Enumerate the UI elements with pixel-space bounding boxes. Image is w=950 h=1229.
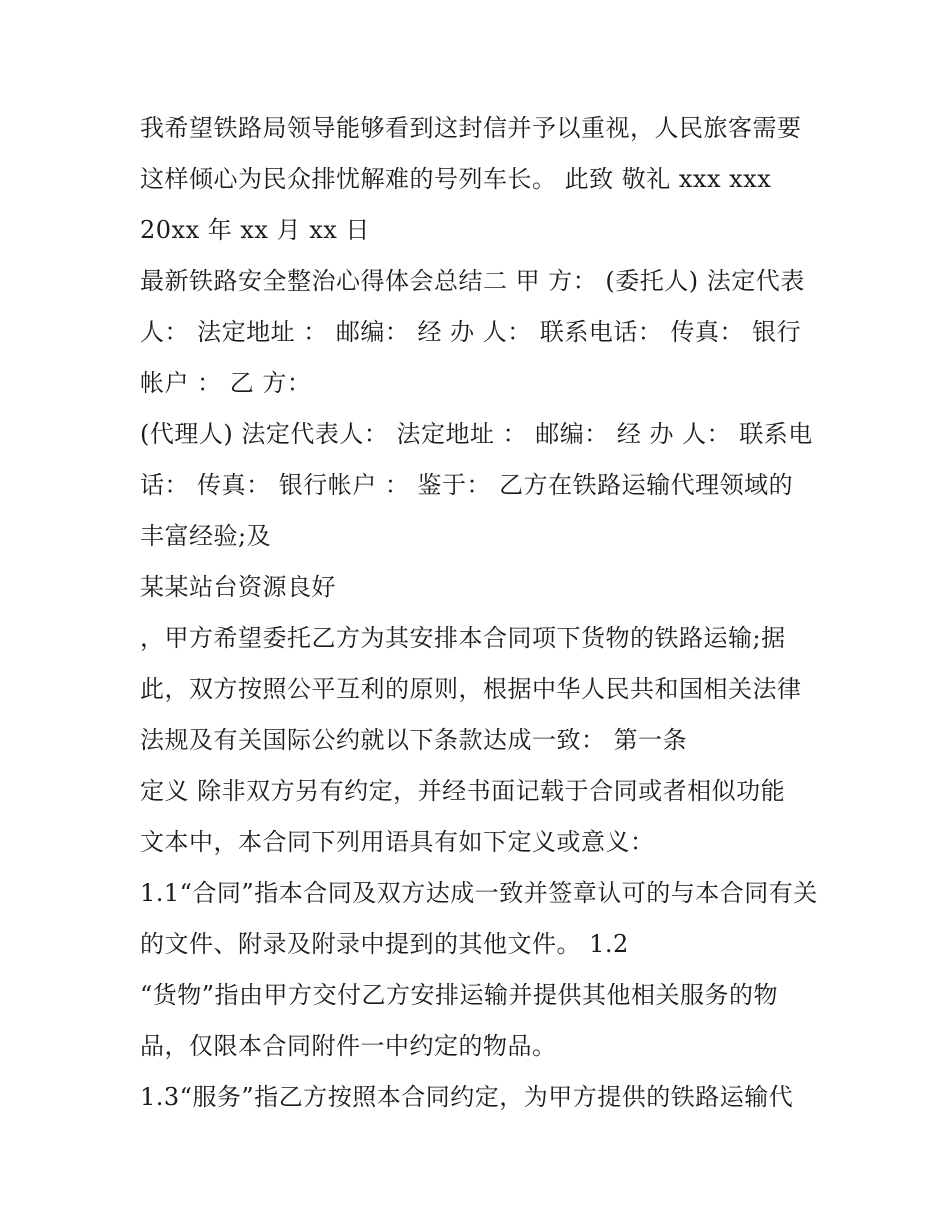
text-line: 的文件、附录及附录中提到的其他文件。 1.2 bbox=[140, 930, 629, 958]
text-line: 此，双方按照公平互利的原则，根据中华人民共和国相关法律 bbox=[140, 675, 802, 703]
text-line: 某某站台资源良好 bbox=[140, 573, 336, 601]
text-line: 20xx 年 xx 月 xx 日 bbox=[140, 216, 370, 244]
text-line: 定义 除非双方另有约定，并经书面记载于合同或者相似功能 bbox=[140, 777, 786, 805]
text-line: 这样倾心为民众排忧解难的号列车长。 此致 敬礼 xxx xxx bbox=[140, 165, 772, 193]
text-line: 帐户 ： 乙 方： bbox=[140, 369, 312, 397]
text-line: 话： 传真： 银行帐户 ： 鉴于： 乙方在铁路运输代理领域的 bbox=[140, 471, 794, 499]
text-line: 1.1“合同”指本合同及双方达成一致并签章认可的与本合同有关 bbox=[140, 879, 818, 907]
text-line: “货物”指由甲方交付乙方安排运输并提供其他相关服务的物 bbox=[140, 981, 779, 1009]
text-line: 法规及有关国际公约就以下条款达成一致： 第一条 bbox=[140, 726, 688, 754]
text-line: ，甲方希望委托乙方为其安排本合同项下货物的铁路运输;据 bbox=[140, 624, 786, 652]
text-line: 文本中，本合同下列用语具有如下定义或意义： bbox=[140, 828, 655, 856]
text-line: 1.3“服务”指乙方按照本合同约定，为甲方提供的铁路运输代 bbox=[140, 1083, 794, 1111]
text-line: 最新铁路安全整治心得体会总结二 甲 方： (委托人) 法定代表 bbox=[140, 267, 805, 295]
text-line: (代理人) 法定代表人： 法定地址 ： 邮编： 经 办 人： 联系电 bbox=[140, 420, 813, 448]
text-line: 我希望铁路局领导能够看到这封信并予以重视，人民旅客需要 bbox=[140, 114, 802, 142]
text-line: 品，仅限本合同附件一中约定的物品。 bbox=[140, 1032, 557, 1060]
text-line: 丰富经验;及 bbox=[140, 522, 272, 550]
text-line: 人： 法定地址 ： 邮编： 经 办 人： 联系电话： 传真： 银行 bbox=[140, 318, 802, 346]
document-body bbox=[140, 103, 830, 1123]
